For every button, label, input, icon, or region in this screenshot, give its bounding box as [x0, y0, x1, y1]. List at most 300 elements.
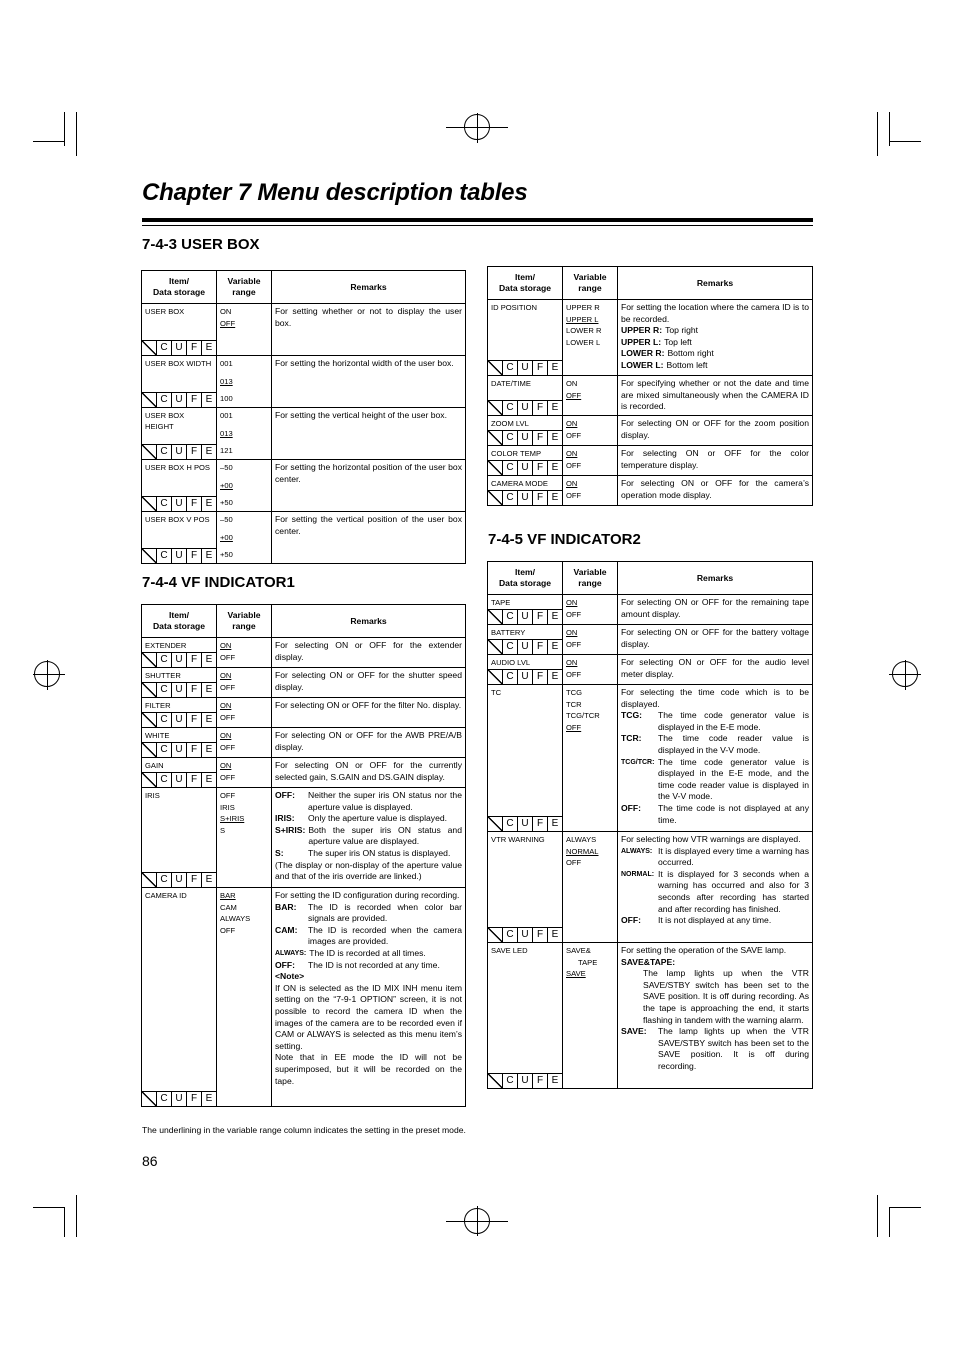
- storage-flag: E: [201, 393, 216, 407]
- storage-flag: C: [502, 401, 517, 415]
- section-title-vf-indicator1: 7-4-4 VF INDICATOR1: [142, 574, 295, 591]
- header-variable-label: Variable: [227, 610, 261, 620]
- remark-text: For selecting ON or OFF for the extender display.: [275, 640, 462, 662]
- header-variable: [563, 562, 618, 595]
- remarks-cell: [272, 304, 466, 356]
- remarks-cell: [618, 446, 813, 476]
- storage-flag: F: [186, 1092, 201, 1106]
- header-remarks-label: Remarks: [350, 615, 387, 626]
- item-name: ID POSITION: [491, 303, 537, 312]
- remark-value: The lamp lights up when the VTR SAVE/STBY switch has been set to the SAVE position. It is off during recording.: [658, 1026, 809, 1071]
- variable-option: OFF: [220, 712, 236, 722]
- storage-flag: U: [517, 431, 532, 445]
- variable-option: ON: [566, 598, 578, 607]
- vf-indicator2-table: [487, 561, 813, 1089]
- id-position-table: [487, 266, 813, 506]
- variable-range-cell: [563, 595, 618, 625]
- remark-value: It is not displayed at any time.: [658, 915, 772, 926]
- storage-flag: F: [186, 653, 201, 667]
- table-row: [142, 788, 466, 888]
- storage-flag: C: [156, 393, 171, 407]
- storage-flag: E: [547, 640, 562, 654]
- header-remarks-label: Remarks: [350, 281, 387, 292]
- storage-slash: [488, 461, 502, 475]
- variable-option: –50: [220, 463, 233, 472]
- variable-option: OFF: [566, 639, 582, 649]
- storage-flag: F: [186, 341, 201, 355]
- storage-flags: [142, 548, 216, 563]
- header-remarks-label: Remarks: [696, 277, 734, 288]
- remark-text: For setting whether or not to display the user box.: [275, 306, 462, 328]
- remark-value: Only the aperture value is displayed.: [308, 813, 448, 824]
- variable-range-cell: [217, 408, 272, 460]
- remark-entry: [275, 825, 462, 848]
- remark-value: The ID is recorded when color bar signals are provided.: [308, 901, 462, 924]
- remark-entry: [621, 915, 809, 927]
- storage-flag: U: [171, 713, 186, 727]
- variable-option: +50: [220, 550, 233, 559]
- page-number: 86: [142, 1153, 158, 1169]
- item-name: FILTER: [145, 701, 171, 710]
- remark-intro: For selecting how VTR warnings are displayed.: [621, 834, 801, 844]
- section-title-vf-indicator2: 7-4-5 VF INDICATOR2: [488, 531, 641, 548]
- storage-flag: U: [517, 670, 532, 684]
- table-row: [488, 416, 813, 446]
- variable-range-cell: [563, 476, 618, 506]
- remark-note: If ON is selected as the ID MIX INH menu item setting on the “7-9-1 OPTION” screen, it is not possible to record the camera ID when the images of the camera are to be recorded even if CAM or ALWAYS is selected as this menu item’s setting.: [275, 982, 462, 1051]
- storage-slash: [142, 497, 156, 511]
- variable-range-cell: [217, 888, 272, 1107]
- storage-flag: F: [532, 1074, 547, 1088]
- remark-text: For specifying whether or not the date and time are mixed simultaneously when the CAMERA ID is recorded.: [621, 378, 809, 412]
- remark-key: ALWAYS:: [275, 949, 307, 957]
- storage-flag: E: [201, 683, 216, 697]
- remark-key: NORMAL:: [621, 870, 655, 878]
- item-cell: [142, 356, 217, 408]
- storage-flag: F: [186, 393, 201, 407]
- item-name: USER BOX WIDTH: [145, 359, 212, 368]
- variable-option: ON: [220, 731, 232, 740]
- variable-range-cell: [563, 655, 618, 685]
- item-cell: [488, 832, 563, 943]
- storage-flag: C: [502, 1074, 517, 1088]
- header-item: [142, 605, 217, 638]
- variable-option: 121: [220, 446, 233, 455]
- item-cell: [488, 685, 563, 832]
- item-name: VTR WARNING: [491, 835, 545, 844]
- storage-flag: F: [532, 670, 547, 684]
- remark-entry: [621, 337, 809, 349]
- user-box-table: [141, 270, 466, 564]
- remark-entry: [621, 846, 809, 869]
- variable-option: SAVE: [566, 969, 586, 978]
- remark-intro: For selecting the time code which is to be displayed.: [621, 687, 809, 709]
- table-row: [142, 512, 466, 564]
- item-cell: [142, 728, 217, 758]
- remark-note: (The display or non-display of the aperture value and that of the iris override are linked.): [275, 859, 462, 882]
- item-cell: [488, 943, 563, 1089]
- storage-flag: U: [171, 497, 186, 511]
- table-row: [142, 728, 466, 758]
- remark-text: For selecting ON or OFF for the remaining tape amount display.: [621, 597, 809, 619]
- item-cell: [142, 788, 217, 888]
- storage-flag: U: [171, 341, 186, 355]
- storage-flag: C: [502, 491, 517, 505]
- storage-flags: [488, 669, 562, 684]
- variable-option: +50: [220, 498, 233, 507]
- remark-value: It is displayed every time a warning has occurred.: [658, 845, 809, 868]
- variable-option: UPPER L: [566, 314, 599, 324]
- storage-slash: [488, 1074, 502, 1088]
- header-storage-label: Data storage: [152, 287, 206, 297]
- storage-flags: [142, 742, 216, 757]
- variable-option: OFF: [566, 609, 582, 619]
- storage-flags: [488, 360, 562, 375]
- item-cell: [142, 698, 217, 728]
- remark-entry: [621, 360, 809, 372]
- variable-option: ON: [566, 419, 578, 428]
- storage-flag: U: [171, 683, 186, 697]
- variable-range-cell: [563, 446, 618, 476]
- remark-key: ALWAYS:: [621, 847, 653, 855]
- remark-key: TCG/TCR:: [621, 758, 655, 766]
- variable-option: IRIS: [220, 802, 235, 812]
- variable-option: LOWER R: [566, 326, 602, 335]
- remark-key: UPPER L:: [621, 336, 662, 347]
- storage-flag: E: [547, 928, 562, 942]
- remarks-cell: [618, 595, 813, 625]
- variable-range-cell: [563, 943, 618, 1089]
- variable-option: ON: [220, 671, 232, 680]
- storage-flag: E: [201, 445, 216, 459]
- storage-slash: [142, 445, 156, 459]
- storage-slash: [142, 773, 156, 787]
- chapter-title: Chapter 7 Menu description tables: [142, 179, 528, 206]
- variable-option: TAPE: [578, 957, 598, 967]
- remark-entry: [621, 757, 809, 803]
- storage-flag: C: [156, 773, 171, 787]
- header-item: [488, 267, 563, 300]
- variable-option: UPPER R: [566, 303, 600, 312]
- storage-flag: C: [156, 549, 171, 563]
- table-header-row: [488, 267, 813, 300]
- item-cell: [488, 300, 563, 376]
- table-row: [488, 446, 813, 476]
- table-row: [488, 376, 813, 416]
- header-range-label: range: [232, 621, 256, 631]
- variable-option: OFF: [220, 791, 236, 800]
- header-variable-label: Variable: [573, 272, 607, 282]
- storage-flags: [142, 444, 216, 459]
- remark-entry: [275, 813, 462, 825]
- storage-flag: F: [186, 683, 201, 697]
- variable-option: OFF: [220, 318, 236, 328]
- storage-flag: E: [201, 341, 216, 355]
- header-storage-label: Data storage: [498, 578, 552, 588]
- table-row: [488, 300, 813, 376]
- storage-flag: F: [186, 773, 201, 787]
- remark-entry: [275, 948, 462, 960]
- storage-flag: E: [547, 817, 562, 831]
- remark-text: For setting the vertical position of the user box center.: [275, 514, 462, 536]
- header-remarks: [272, 605, 466, 638]
- variable-option: OFF: [220, 742, 236, 752]
- storage-flag: C: [156, 653, 171, 667]
- storage-flags: [488, 400, 562, 415]
- vf-indicator1-table: [141, 604, 466, 1107]
- remark-term: SAVE&TAPE:: [621, 956, 676, 967]
- remark-key: BAR:: [275, 901, 297, 912]
- storage-flag: E: [547, 491, 562, 505]
- variable-option: ALWAYS: [566, 835, 597, 844]
- storage-slash: [142, 653, 156, 667]
- storage-flags: [142, 652, 216, 667]
- storage-flag: F: [532, 461, 547, 475]
- table-row: [142, 638, 466, 668]
- item-cell: [488, 446, 563, 476]
- remark-key: LOWER L:: [621, 359, 664, 370]
- table-row: [488, 832, 813, 943]
- storage-flag: U: [517, 928, 532, 942]
- table-row: [142, 758, 466, 788]
- variable-option: ALWAYS: [220, 914, 251, 923]
- storage-flag: U: [171, 445, 186, 459]
- variable-range-cell: [563, 300, 618, 376]
- header-range-label: range: [232, 287, 256, 297]
- remarks-cell: [272, 728, 466, 758]
- storage-flag: E: [547, 431, 562, 445]
- storage-flags: [142, 1091, 216, 1106]
- variable-option: TCR: [566, 699, 582, 709]
- header-variable: [217, 271, 272, 304]
- storage-flag: F: [186, 743, 201, 757]
- remark-value: The super iris ON status is displayed.: [308, 847, 451, 858]
- storage-flag: F: [532, 928, 547, 942]
- storage-flag: C: [502, 461, 517, 475]
- table-row: [142, 304, 466, 356]
- remark-text: For selecting ON or OFF for the shutter speed display.: [275, 670, 462, 692]
- variable-option: OFF: [566, 490, 582, 500]
- remarks-cell: [272, 408, 466, 460]
- item-name: TC: [491, 688, 502, 697]
- storage-flag: C: [156, 713, 171, 727]
- storage-slash: [142, 1092, 156, 1106]
- header-item: [142, 271, 217, 304]
- variable-option: TCG: [566, 688, 583, 697]
- remark-text: For setting the vertical height of the user box.: [275, 410, 447, 420]
- remark-note-2: Note that in EE mode the ID will not be superimposed, but it will be recorded on the tape.: [275, 1052, 462, 1086]
- remark-entry: [621, 325, 809, 337]
- storage-slash: [142, 683, 156, 697]
- item-name: AUDIO LVL: [491, 658, 531, 667]
- item-cell: [142, 460, 217, 512]
- variable-option: 001: [220, 411, 233, 420]
- variable-option: S+IRIS: [220, 814, 245, 823]
- storage-flag: C: [502, 431, 517, 445]
- header-range-label: range: [578, 283, 602, 293]
- table-row: [142, 408, 466, 460]
- remark-entry: [621, 1026, 809, 1072]
- item-name: SAVE LED: [491, 946, 528, 955]
- storage-flag: C: [156, 873, 171, 887]
- remark-value: The ID is not recorded at any time.: [308, 959, 440, 970]
- variable-option: LOWER L: [566, 337, 601, 347]
- storage-flags: [488, 609, 562, 624]
- remark-entry: [621, 803, 809, 826]
- table-row: [488, 625, 813, 655]
- remark-intro: For setting the operation of the SAVE lamp.: [621, 945, 787, 955]
- header-remarks: [272, 271, 466, 304]
- remark-text: For selecting ON or OFF for the currently selected gain, S.GAIN and DS.GAIN display.: [275, 760, 462, 782]
- variable-option: 013: [220, 376, 233, 386]
- variable-range-cell: [563, 416, 618, 446]
- storage-slash: [142, 393, 156, 407]
- storage-flag: C: [502, 610, 517, 624]
- header-remarks: [618, 267, 813, 300]
- header-storage-label: Data storage: [498, 283, 552, 293]
- item-cell: [142, 512, 217, 564]
- storage-flag: U: [171, 549, 186, 563]
- variable-option: +00: [220, 480, 233, 490]
- remark-key: CAM:: [275, 924, 298, 935]
- storage-flag: E: [201, 497, 216, 511]
- table-row: [142, 460, 466, 512]
- remarks-cell: [618, 376, 813, 416]
- table-row: [142, 888, 466, 1107]
- variable-range-cell: [217, 788, 272, 888]
- variable-option: OFF: [220, 682, 236, 692]
- storage-flag: U: [517, 491, 532, 505]
- storage-flag: U: [171, 743, 186, 757]
- remarks-cell: [272, 460, 466, 512]
- storage-flags: [142, 496, 216, 511]
- item-cell: [488, 625, 563, 655]
- remark-key: S:: [275, 847, 284, 858]
- item-name: SHUTTER: [145, 671, 181, 680]
- table-header-row: [488, 562, 813, 595]
- title-rule: [142, 218, 813, 222]
- variable-option: OFF: [566, 460, 582, 470]
- header-item-label: Item/: [514, 272, 536, 282]
- item-name: USER BOX H POS: [145, 463, 210, 472]
- storage-flag: F: [532, 817, 547, 831]
- storage-flag: C: [156, 683, 171, 697]
- item-cell: [142, 888, 217, 1107]
- variable-option: S: [220, 825, 226, 835]
- header-storage-label: Data storage: [152, 621, 206, 631]
- storage-flag: F: [532, 640, 547, 654]
- storage-slash: [488, 640, 502, 654]
- storage-flag: C: [156, 445, 171, 459]
- remarks-cell: [272, 356, 466, 408]
- storage-flags: [142, 682, 216, 697]
- header-variable-label: Variable: [227, 276, 261, 286]
- storage-flag: E: [547, 401, 562, 415]
- header-range-label: range: [578, 578, 602, 588]
- remarks-cell: [272, 698, 466, 728]
- storage-flag: F: [186, 549, 201, 563]
- storage-flag: F: [532, 401, 547, 415]
- variable-range-cell: [217, 728, 272, 758]
- remark-value: The ID is recorded at all times.: [309, 947, 426, 958]
- variable-option: 001: [220, 359, 233, 368]
- item-name: EXTENDER: [145, 641, 187, 650]
- storage-slash: [142, 873, 156, 887]
- remark-key: TCG:: [621, 710, 643, 721]
- storage-flags: [488, 927, 562, 942]
- variable-range-cell: [217, 356, 272, 408]
- storage-slash: [488, 610, 502, 624]
- remark-text: For setting the horizontal width of the user box.: [275, 358, 454, 368]
- storage-flags: [488, 430, 562, 445]
- item-cell: [488, 595, 563, 625]
- title-rule-thin: [142, 225, 813, 226]
- footnote: The underlining in the variable range column indicates the setting in the preset mode.: [142, 1125, 466, 1135]
- storage-flag: E: [201, 653, 216, 667]
- remark-value: Bottom left: [666, 359, 708, 370]
- storage-flag: E: [201, 549, 216, 563]
- variable-option: NORMAL: [566, 846, 599, 856]
- remark-value: Bottom right: [667, 348, 714, 359]
- variable-option: OFF: [566, 722, 582, 732]
- variable-option: ON: [566, 449, 578, 458]
- storage-flags: [488, 460, 562, 475]
- variable-option: ON: [220, 761, 232, 770]
- item-name: USER BOX V POS: [145, 515, 210, 524]
- remarks-cell: [618, 416, 813, 446]
- variable-option: OFF: [566, 669, 582, 679]
- variable-range-cell: [563, 832, 618, 943]
- table-row: [488, 476, 813, 506]
- storage-flag: U: [171, 773, 186, 787]
- header-variable-label: Variable: [573, 567, 607, 577]
- variable-option: SAVE&: [566, 946, 591, 955]
- table-header-row: [142, 605, 466, 638]
- remarks-cell: [618, 655, 813, 685]
- storage-flag: E: [547, 610, 562, 624]
- header-item-label: Item/: [514, 567, 536, 577]
- remark-text: For selecting ON or OFF for the AWB PRE/A/B display.: [275, 730, 462, 752]
- remark-entry: [621, 348, 809, 360]
- storage-flags: [142, 712, 216, 727]
- storage-flag: E: [547, 1074, 562, 1088]
- variable-option: ON: [220, 641, 232, 650]
- remark-key: OFF:: [275, 790, 296, 800]
- variable-range-cell: [217, 304, 272, 356]
- variable-range-cell: [217, 460, 272, 512]
- remark-value: Both the super iris ON status and aperture value are displayed.: [308, 824, 462, 847]
- item-cell: [142, 408, 217, 460]
- remarks-cell: [272, 888, 466, 1107]
- storage-flag: U: [171, 393, 186, 407]
- item-cell: [488, 655, 563, 685]
- header-variable: [563, 267, 618, 300]
- storage-flag: U: [517, 640, 532, 654]
- variable-range-cell: [217, 668, 272, 698]
- storage-slash: [488, 928, 502, 942]
- item-name: USER BOX HEIGHT: [145, 411, 185, 431]
- item-name: BATTERY: [491, 628, 526, 637]
- remark-value: Top left: [664, 336, 692, 347]
- variable-range-cell: [563, 625, 618, 655]
- remark-text: For selecting ON or OFF for the zoom position display.: [621, 418, 809, 440]
- remark-key: UPPER R:: [621, 325, 663, 336]
- storage-flag: E: [547, 361, 562, 375]
- remark-entry: [621, 733, 809, 756]
- remark-definition: The lamp lights up when the VTR SAVE/STBY switch has been set to the SAVE position. It is off during recording. As the tape is approaching the end, it starts flashing in tandem with the warning alarm.: [643, 968, 809, 1025]
- storage-flag: U: [517, 461, 532, 475]
- remark-value: The ID is recorded when the camera images are provided.: [308, 924, 462, 947]
